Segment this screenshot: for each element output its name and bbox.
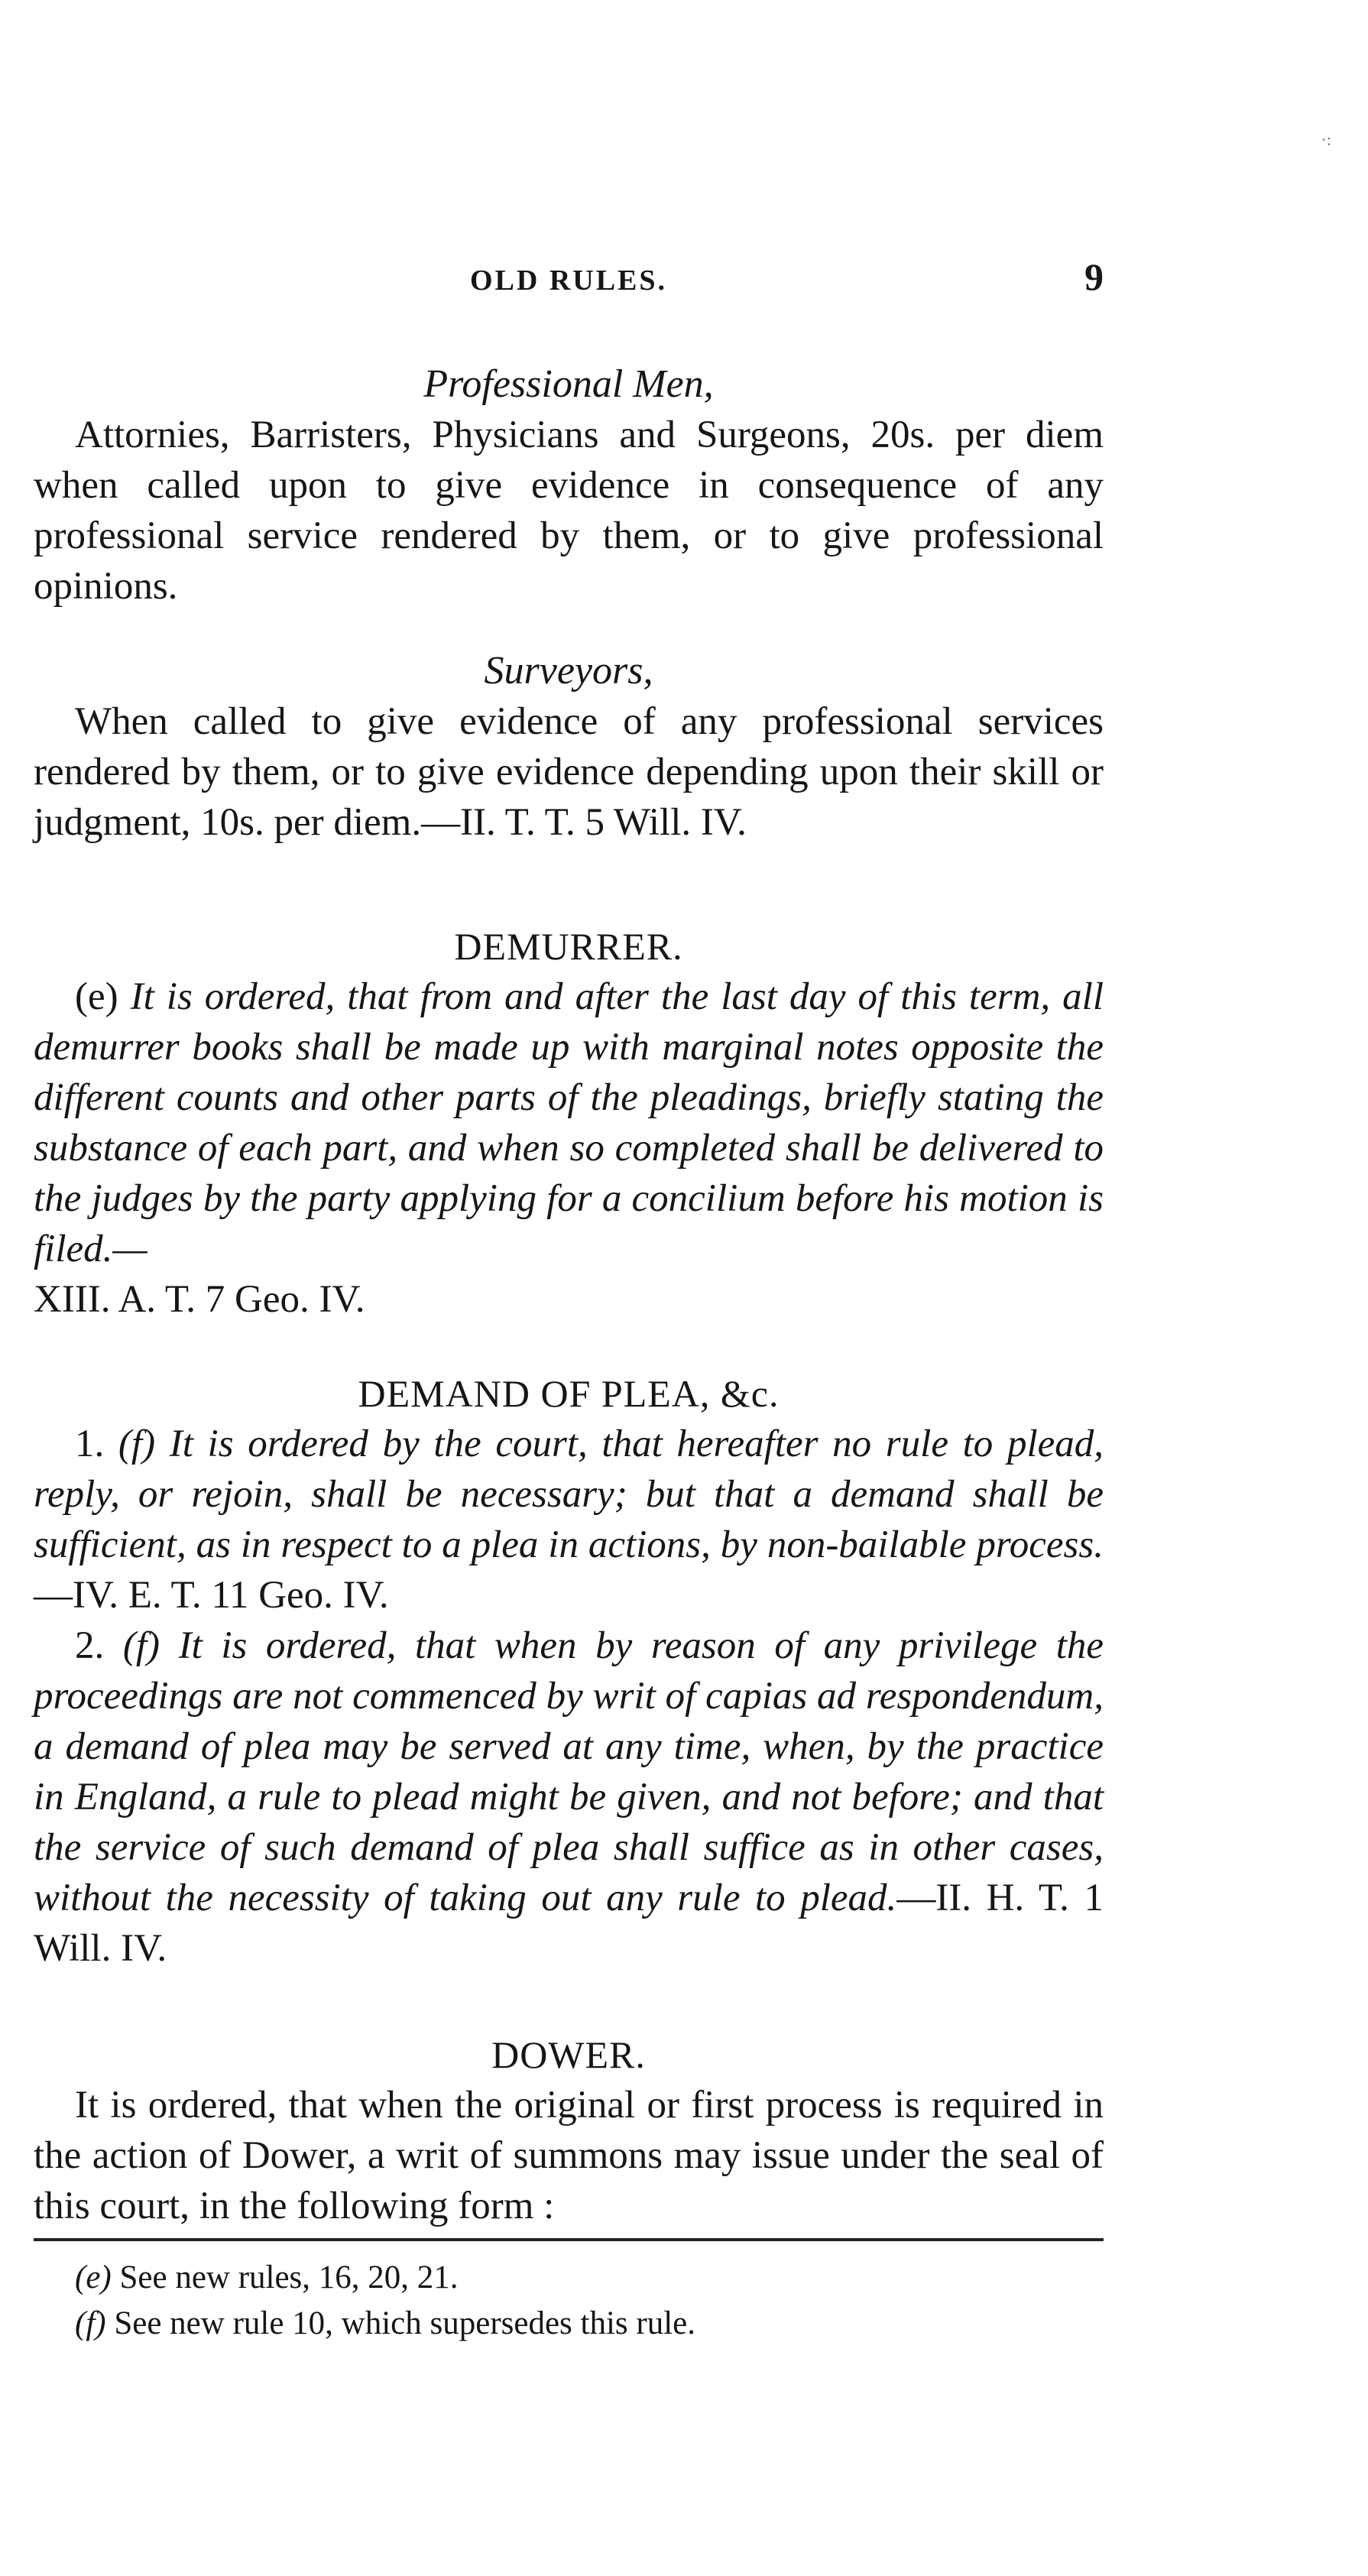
demand-of-plea-heading: DEMAND OF PLEA, &c. xyxy=(358,1372,780,1415)
demurrer-rule xyxy=(34,972,1104,1274)
dower-heading: DOWER. xyxy=(491,2033,646,2076)
running-head-title: OLD RULES. xyxy=(469,264,668,297)
footnotes xyxy=(34,2255,1104,2347)
rule-2-text: It is ordered, that when by reason of any privilege the proceedings are not commenced by writ of capias ad respondendum, a demand of plea may be served at any time, when, by the practice in England, a rule to plead might be given, and not before; and that the service of such demand of plea shall suffice as in other cases, without the necessity of taking out any rule to plead. xyxy=(34,1624,1104,1919)
surveyors-text: When called to give evidence of any professional services rendered by them, or to give evidence depending upon their skill or judgment, 10s. per diem.—II. T. T. 5 Will. IV. xyxy=(34,700,1104,844)
demurrer-text: It is ordered, that from and after the last day of this term, all demurrer books shall be made up with marginal notes opposite the different counts and other parts of the pleadings, briefly stating the substance of each part, and when so completed shall be delivered to the judges by the party applying for a concilium before his motion is filed.— xyxy=(34,975,1104,1270)
demurrer-heading: DEMURRER. xyxy=(454,925,683,968)
footnote-divider xyxy=(34,2238,1104,2241)
running-head xyxy=(34,255,1104,310)
stray-mark: ·: xyxy=(1321,130,1331,149)
rule-2-citation: —II. H. T. 1 Will. IV. xyxy=(34,1877,1104,1970)
footnote-e xyxy=(34,2255,1104,2301)
section-professional-men xyxy=(34,359,1104,612)
demand-rule-2 xyxy=(34,1621,1104,1974)
section-demurrer xyxy=(34,921,1104,1325)
rule-1-text: It is ordered by the court, that hereafter no rule to plead, reply, or rejoin, shall be necessary; but that a demand shall be sufficient, as in respect to a plea in actions, by non-bailable process. xyxy=(34,1423,1104,1566)
section-demand-of-plea xyxy=(34,1368,1104,1974)
demand-rule-1 xyxy=(34,1419,1104,1621)
page-number: 9 xyxy=(1084,255,1104,298)
rule-1-footnote-mark: (f) xyxy=(118,1423,156,1465)
surveyors-heading: Surveyors, xyxy=(484,649,653,693)
section-surveyors xyxy=(34,646,1104,848)
professional-text: Attornies, Barristers, Physicians and Surgeons, 20s. per diem when called upon to give evidence in consequence of any professional service rendered by them, or to give professional opinions. xyxy=(34,414,1104,608)
demurrer-citation: XIII. A. T. 7 Geo. IV. xyxy=(34,1278,365,1321)
rule-2-number: 2. xyxy=(75,1624,105,1667)
rule-1-number: 1. xyxy=(75,1423,105,1465)
section-dower xyxy=(34,2029,1104,2231)
footnote-e-text: See new rules, 16, 20, 21. xyxy=(119,2260,459,2295)
rule-2-footnote-mark: (f) xyxy=(122,1624,160,1667)
dower-text: It is ordered, that when the original or first process is required in the action of Dower, a writ of summons may issue under the seal of this court, in the following form : xyxy=(34,2084,1104,2227)
rule-1-citation: —IV. E. T. 11 Geo. IV. xyxy=(34,1574,389,1617)
professional-heading: Professional Men, xyxy=(423,362,714,406)
demurrer-footnote-mark: (e) xyxy=(75,975,118,1018)
footnote-f-text: See new rule 10, which supersedes this rule. xyxy=(114,2305,696,2341)
footnote-f xyxy=(34,2301,1104,2347)
footnote-f-mark: (f) xyxy=(75,2305,106,2341)
footnote-e-mark: (e) xyxy=(75,2260,112,2295)
